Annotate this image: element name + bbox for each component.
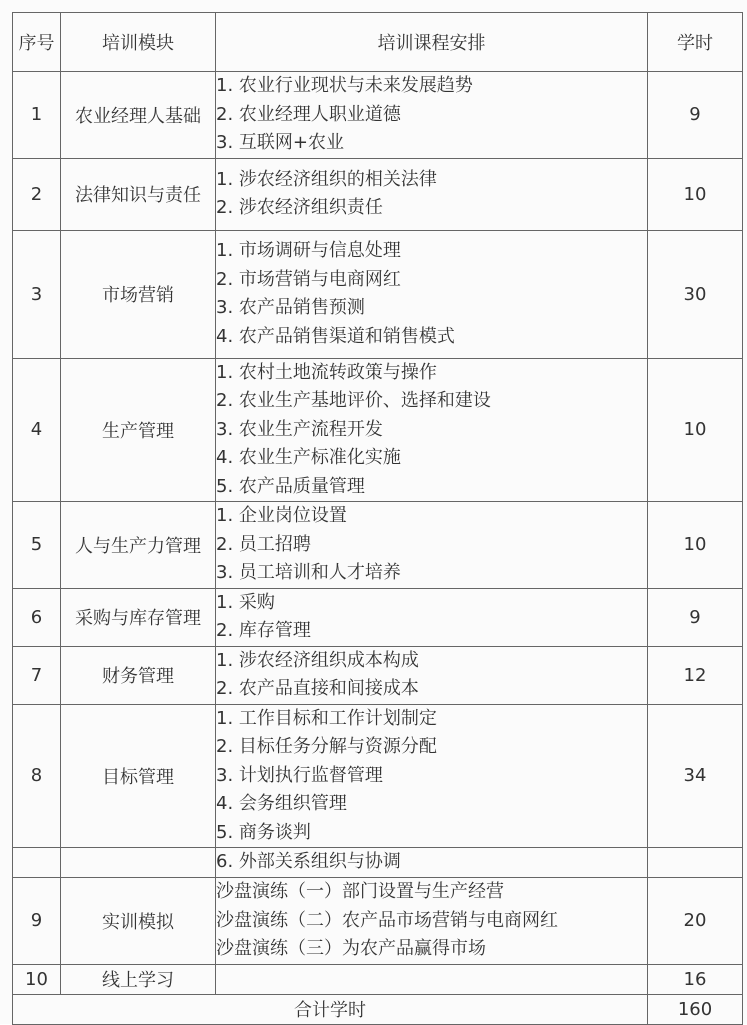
- course-item: 5. 商务谈判: [216, 821, 311, 843]
- course-item: 1. 工作目标和工作计划制定: [216, 707, 437, 729]
- course-item: 2. 市场营销与电商网红: [216, 268, 401, 290]
- row-courses: [216, 230, 648, 358]
- curriculum-table: [12, 12, 743, 1025]
- course-item: 1. 市场调研与信息处理: [216, 240, 401, 261]
- row-module: 实训模拟: [61, 878, 216, 965]
- row-hours: 10: [648, 502, 743, 589]
- row-hours: 12: [648, 646, 743, 704]
- row-module: 农业经理人基础: [61, 72, 216, 159]
- table-row: [13, 230, 743, 358]
- course-item: 1. 涉农经济组织的相关法律: [216, 168, 437, 190]
- row-module: 财务管理: [61, 646, 216, 704]
- course-item: 3. 互联网+农业: [216, 132, 344, 153]
- row-hours: 34: [648, 704, 743, 848]
- course-item: 2. 农产品直接和间接成本: [216, 678, 419, 699]
- row-courses: [216, 964, 648, 994]
- row-courses: [216, 502, 648, 589]
- course-item: 2. 目标任务分解与资源分配: [216, 736, 437, 757]
- row-hours: 16: [648, 964, 743, 994]
- row-seq: 1: [13, 72, 61, 159]
- row-module: 采购与库存管理: [61, 588, 216, 646]
- row-module: 目标管理: [61, 704, 216, 848]
- row-module: 法律知识与责任: [61, 158, 216, 230]
- row-courses: [216, 358, 648, 502]
- row-hours: 9: [648, 72, 743, 159]
- course-item: 1. 采购: [216, 591, 275, 613]
- table-body: [13, 72, 743, 995]
- header-row: [13, 13, 743, 72]
- row-module: 市场营销: [61, 230, 216, 358]
- row-hours: [648, 848, 743, 878]
- row-courses: [216, 588, 648, 646]
- course-item: 1. 企业岗位设置: [216, 505, 347, 526]
- course-item: 2. 农业生产基地评价、选择和建设: [216, 390, 491, 411]
- row-seq: 2: [13, 158, 61, 230]
- table-row: [13, 878, 743, 965]
- header-courses: 培训课程安排: [216, 13, 648, 72]
- header-module: 培训模块: [61, 13, 216, 72]
- course-item: 2. 员工招聘: [216, 533, 311, 555]
- row-courses: [216, 704, 648, 848]
- course-item: 2. 农业经理人职业道德: [216, 103, 401, 125]
- course-item: 沙盘演练（一）部门设置与生产经营: [216, 881, 504, 902]
- table-row: [13, 964, 743, 994]
- row-courses: [216, 878, 648, 965]
- row-seq: 4: [13, 358, 61, 502]
- table-row: [13, 358, 743, 502]
- course-item: 3. 农产品销售预测: [216, 297, 365, 318]
- row-hours: 9: [648, 588, 743, 646]
- row-seq: 3: [13, 230, 61, 358]
- table-row: [13, 588, 743, 646]
- row-courses: [216, 72, 648, 159]
- table-row: [13, 646, 743, 704]
- row-courses: [216, 158, 648, 230]
- row-hours: 30: [648, 230, 743, 358]
- course-item: 3. 农业生产流程开发: [216, 418, 383, 440]
- row-hours: 20: [648, 878, 743, 965]
- table-row: [13, 848, 743, 878]
- course-item: 2. 库存管理: [216, 620, 311, 641]
- course-item: 3. 员工培训和人才培养: [216, 562, 401, 583]
- course-item: 2. 涉农经济组织责任: [216, 197, 383, 218]
- row-seq: 8: [13, 704, 61, 848]
- header-seq: 序号: [13, 13, 61, 72]
- row-seq: 10: [13, 964, 61, 994]
- course-item: 3. 计划执行监督管理: [216, 764, 383, 786]
- table-row: [13, 502, 743, 589]
- table-row: [13, 72, 743, 159]
- table-row: [13, 704, 743, 848]
- course-item: 1. 农业行业现状与未来发展趋势: [216, 75, 473, 96]
- course-item: 沙盘演练（三）为农产品赢得市场: [216, 938, 486, 959]
- row-module: [61, 848, 216, 878]
- row-courses: [216, 848, 648, 878]
- header-hours: 学时: [648, 13, 743, 72]
- row-seq: 5: [13, 502, 61, 589]
- course-item: 5. 农产品质量管理: [216, 475, 365, 497]
- row-seq: 9: [13, 878, 61, 965]
- course-item: 4. 农业生产标准化实施: [216, 447, 401, 468]
- course-item: 4. 农产品销售渠道和销售模式: [216, 325, 455, 347]
- total-row: [13, 994, 743, 1024]
- total-label: 合计学时: [13, 994, 648, 1024]
- row-seq: 6: [13, 588, 61, 646]
- total-hours: 160: [648, 994, 743, 1024]
- row-courses: [216, 646, 648, 704]
- course-item: 沙盘演练（二）农产品市场营销与电商网红: [216, 909, 558, 931]
- course-item: 6. 外部关系组织与协调: [216, 851, 401, 873]
- course-item: 4. 会务组织管理: [216, 793, 347, 814]
- course-item: 1. 涉农经济组织成本构成: [216, 649, 419, 671]
- row-seq: [13, 848, 61, 878]
- row-seq: 7: [13, 646, 61, 704]
- row-hours: 10: [648, 158, 743, 230]
- row-module: 生产管理: [61, 358, 216, 502]
- row-module: 线上学习: [61, 964, 216, 994]
- course-item: 1. 农村土地流转政策与操作: [216, 361, 437, 383]
- row-hours: 10: [648, 358, 743, 502]
- row-module: 人与生产力管理: [61, 502, 216, 589]
- table-row: [13, 158, 743, 230]
